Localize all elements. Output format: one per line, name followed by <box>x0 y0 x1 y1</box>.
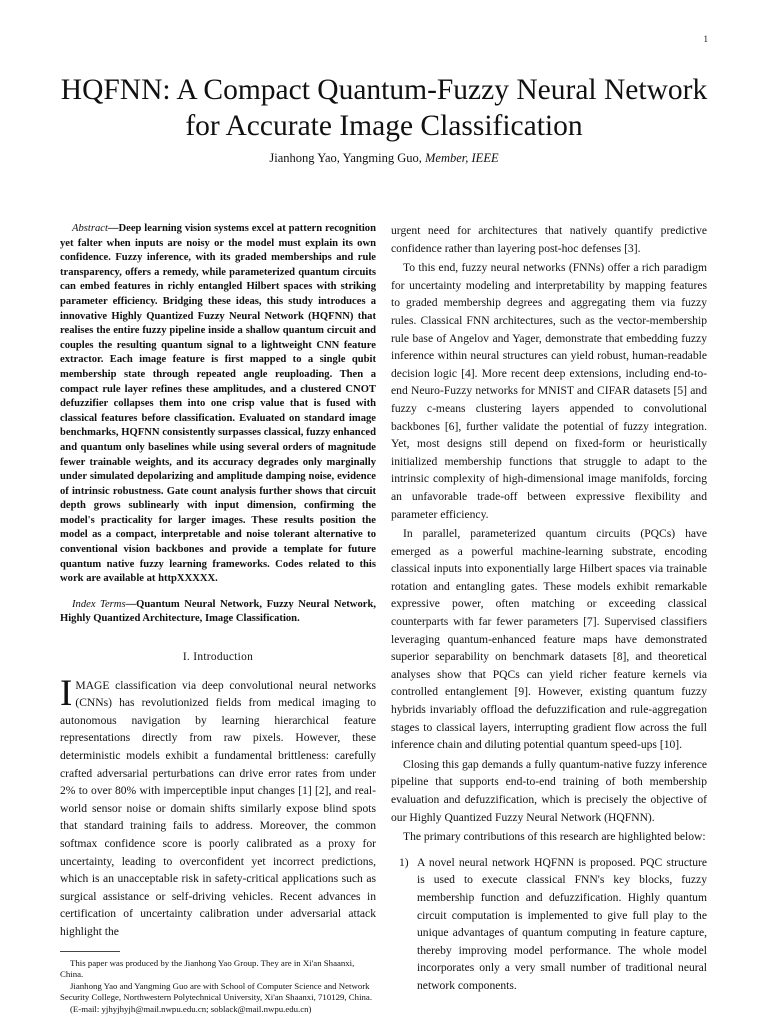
contributions-list <box>391 854 707 995</box>
list-item <box>391 854 707 995</box>
section-heading-introduction: I. Introduction <box>182 651 254 664</box>
intro-paragraph-3: In parallel, parameterized quantum circuits (PQCs) have emerged as a powerful machine-learning substrate, encoding classical inputs into exponentially large Hilbert spaces via trainable rotation and entangling gates. These models exhibit remarkable expressive power, often matching or exceeding classical counterparts with far fewer parameters [7]. Supervised classifiers leveraging quantum-enhanced feature maps have demonstrated superior separability on benchmark datasets [8], and theoretical analyses show that PQCs can yield richer feature kernels via controlled entanglement [9]. However, existing quantum fuzzy hybrids invariably offload the defuzzification and rule-aggregation stages to classical layers, interrupting gradient flow across the full inference chain and diluting potential quantum speed-ups [10]. <box>391 527 707 752</box>
page-number: 1 <box>703 34 708 44</box>
left-column <box>60 222 376 1016</box>
author-membership: Member, IEEE <box>425 151 499 165</box>
dropcap-letter: I <box>60 672 73 714</box>
right-column <box>391 222 707 995</box>
author-line <box>60 151 708 166</box>
footnote-2: Jianhong Yao and Yangming Guo are with School of Computer Science and Network Security College, Northwestern Polytechnical University, Xi'an Shaanxi, 710129, China. <box>60 980 373 1003</box>
list-item-number: 1) <box>399 855 409 869</box>
abstract <box>60 222 376 587</box>
intro-paragraph-1-text: MAGE classification via deep convolutional neural networks (CNNs) has revolutionized fields from medical imaging to autonomous navigation by learning hierarchical feature representations directly from raw pixels. However, these deterministic models exhibit a fundamental brittleness: carefully crafted adversarial perturbations can drive error rates from under 2% to over 80% with imperceptible input changes [1] [2], and real-world sensor noise or domain shifts similarly expose blind spots that standard training fails to address. Moreover, the common softmax confidence score is poorly calibrated as a proxy for uncertainty, leading to overconfident yet incorrect predictions, which is an unacceptable risk in safety-critical applications such as surgical assistance or self-driving vehicles. Recent advances in certification of uncertainty calibration under adversarial attack highlight the <box>60 678 376 938</box>
footnote-3: (E-mail: yjhyjhyjh@mail.nwpu.edu.cn; soblack@mail.nwpu.edu.cn) <box>70 1003 312 1014</box>
intro-paragraph-1 <box>60 672 376 941</box>
abstract-lead: Abstract <box>72 223 108 234</box>
intro-paragraph-5: The primary contributions of this research are highlighted below: <box>403 830 706 844</box>
footnote-divider <box>60 951 120 952</box>
abstract-text: —Deep learning vision systems excel at pattern recognition yet falter when inputs are noisy or the model must explain its own confidence. Fuzzy inference, with its graded memberships and rule transparency, offers a remedy, while parameterized quantum circuits can embed features in richly entangled Hilbert spaces with striking parameter efficiency. Bridging these ideas, this study introduces a innovative Highly Quantized Fuzzy Neural Network (HQFNN) that realises the entire fuzzy pipeline inside a shallow quantum circuit and couples the resulting quantum signal to a lightweight CNN feature extractor. Each image feature is first mapped to a single qubit membership state through repeated angle reuploading. Then a compact rule layer refines these amplitudes, and a clustered CNOT defuzzifier collapses them into one crisp value that is fused with classical features before classification. Evaluated on standard image benchmarks, HQFNN consistently surpasses classical, fuzzy enhanced and quantum only baselines while using several orders of magnitude fewer trainable weights, and its accuracy degrades only marginally under simulated depolarizing and amplitude damping noise, evidence of intrinsic robustness. Gate count analysis further shows that circuit depth grows sublinearly with input dimension, confirming the model's practicality for larger images. These results position the model as a compact, interpretable and noise tolerant alternative to conventional vision backbones and provide a template for future quantum native fuzzy learning frameworks. Codes related to this work are available at httpXXXXX. <box>60 223 376 585</box>
index-terms-text: —Quantum Neural Network, Fuzzy Neural Network, Highly Quantized Architecture, Image Classification. <box>60 598 376 625</box>
paper-title: HQFNN: A Compact Quantum-Fuzzy Neural Network for Accurate Image Classification <box>60 74 708 142</box>
index-terms-lead: Index Terms <box>72 598 126 610</box>
author-names: Jianhong Yao, Yangming Guo, <box>269 151 425 165</box>
intro-paragraph-4: Closing this gap demands a fully quantum-native fuzzy inference pipeline that supports end-to-end training of both membership evaluation and defuzzification, which is precisely the objective of our Highly Quantized Fuzzy Neural Network (HQFNN). <box>391 757 707 824</box>
index-terms <box>60 598 376 627</box>
list-item-text: A novel neural network HQFNN is proposed. PQC structure is used to execute classical FNN's key blocks, fuzzy membership function and defuzzification. Highly quantum circuit computation is implemented to give full play to the unique advantages of quantum computing in feature capture, thereby improving model performance. The whole model incorporates only a very small number of traditional neural network components. <box>417 855 707 992</box>
intro-paragraph-1-continued: urgent need for architectures that natively quantify predictive confidence rather than layering post-hoc defenses [3]. <box>391 224 707 255</box>
intro-paragraph-2: To this end, fuzzy neural networks (FNNs) offer a rich paradigm for uncertainty modeling and interpretability by mapping features to graded membership degrees and aggregating them via fuzzy rules. Classical FNN architectures, such as the vector-membership rule base of Angelov and Yager, demonstrate that embedding fuzzy inference within neural structures can yield robust, human-readable decision logic [4]. More recent deep extensions, including end-to-end Neuro-Fuzzy networks for MNIST and CIFAR datasets [5] and fuzzy c-means clustering layers appended to convolutional backbones [6], further validate the potential of fuzzy integration. Yet, most designs still depend on fixed-form or heuristically initialized membership functions that struggle to adapt to the intrinsic complexity of high-dimensional image manifolds, forcing an unfavorable trade-off between expressive flexibility and parameter efficiency. <box>391 261 707 521</box>
footnote-1: This paper was produced by the Jianhong Yao Group. They are in Xi'an Shaanxi, China. <box>60 957 355 980</box>
